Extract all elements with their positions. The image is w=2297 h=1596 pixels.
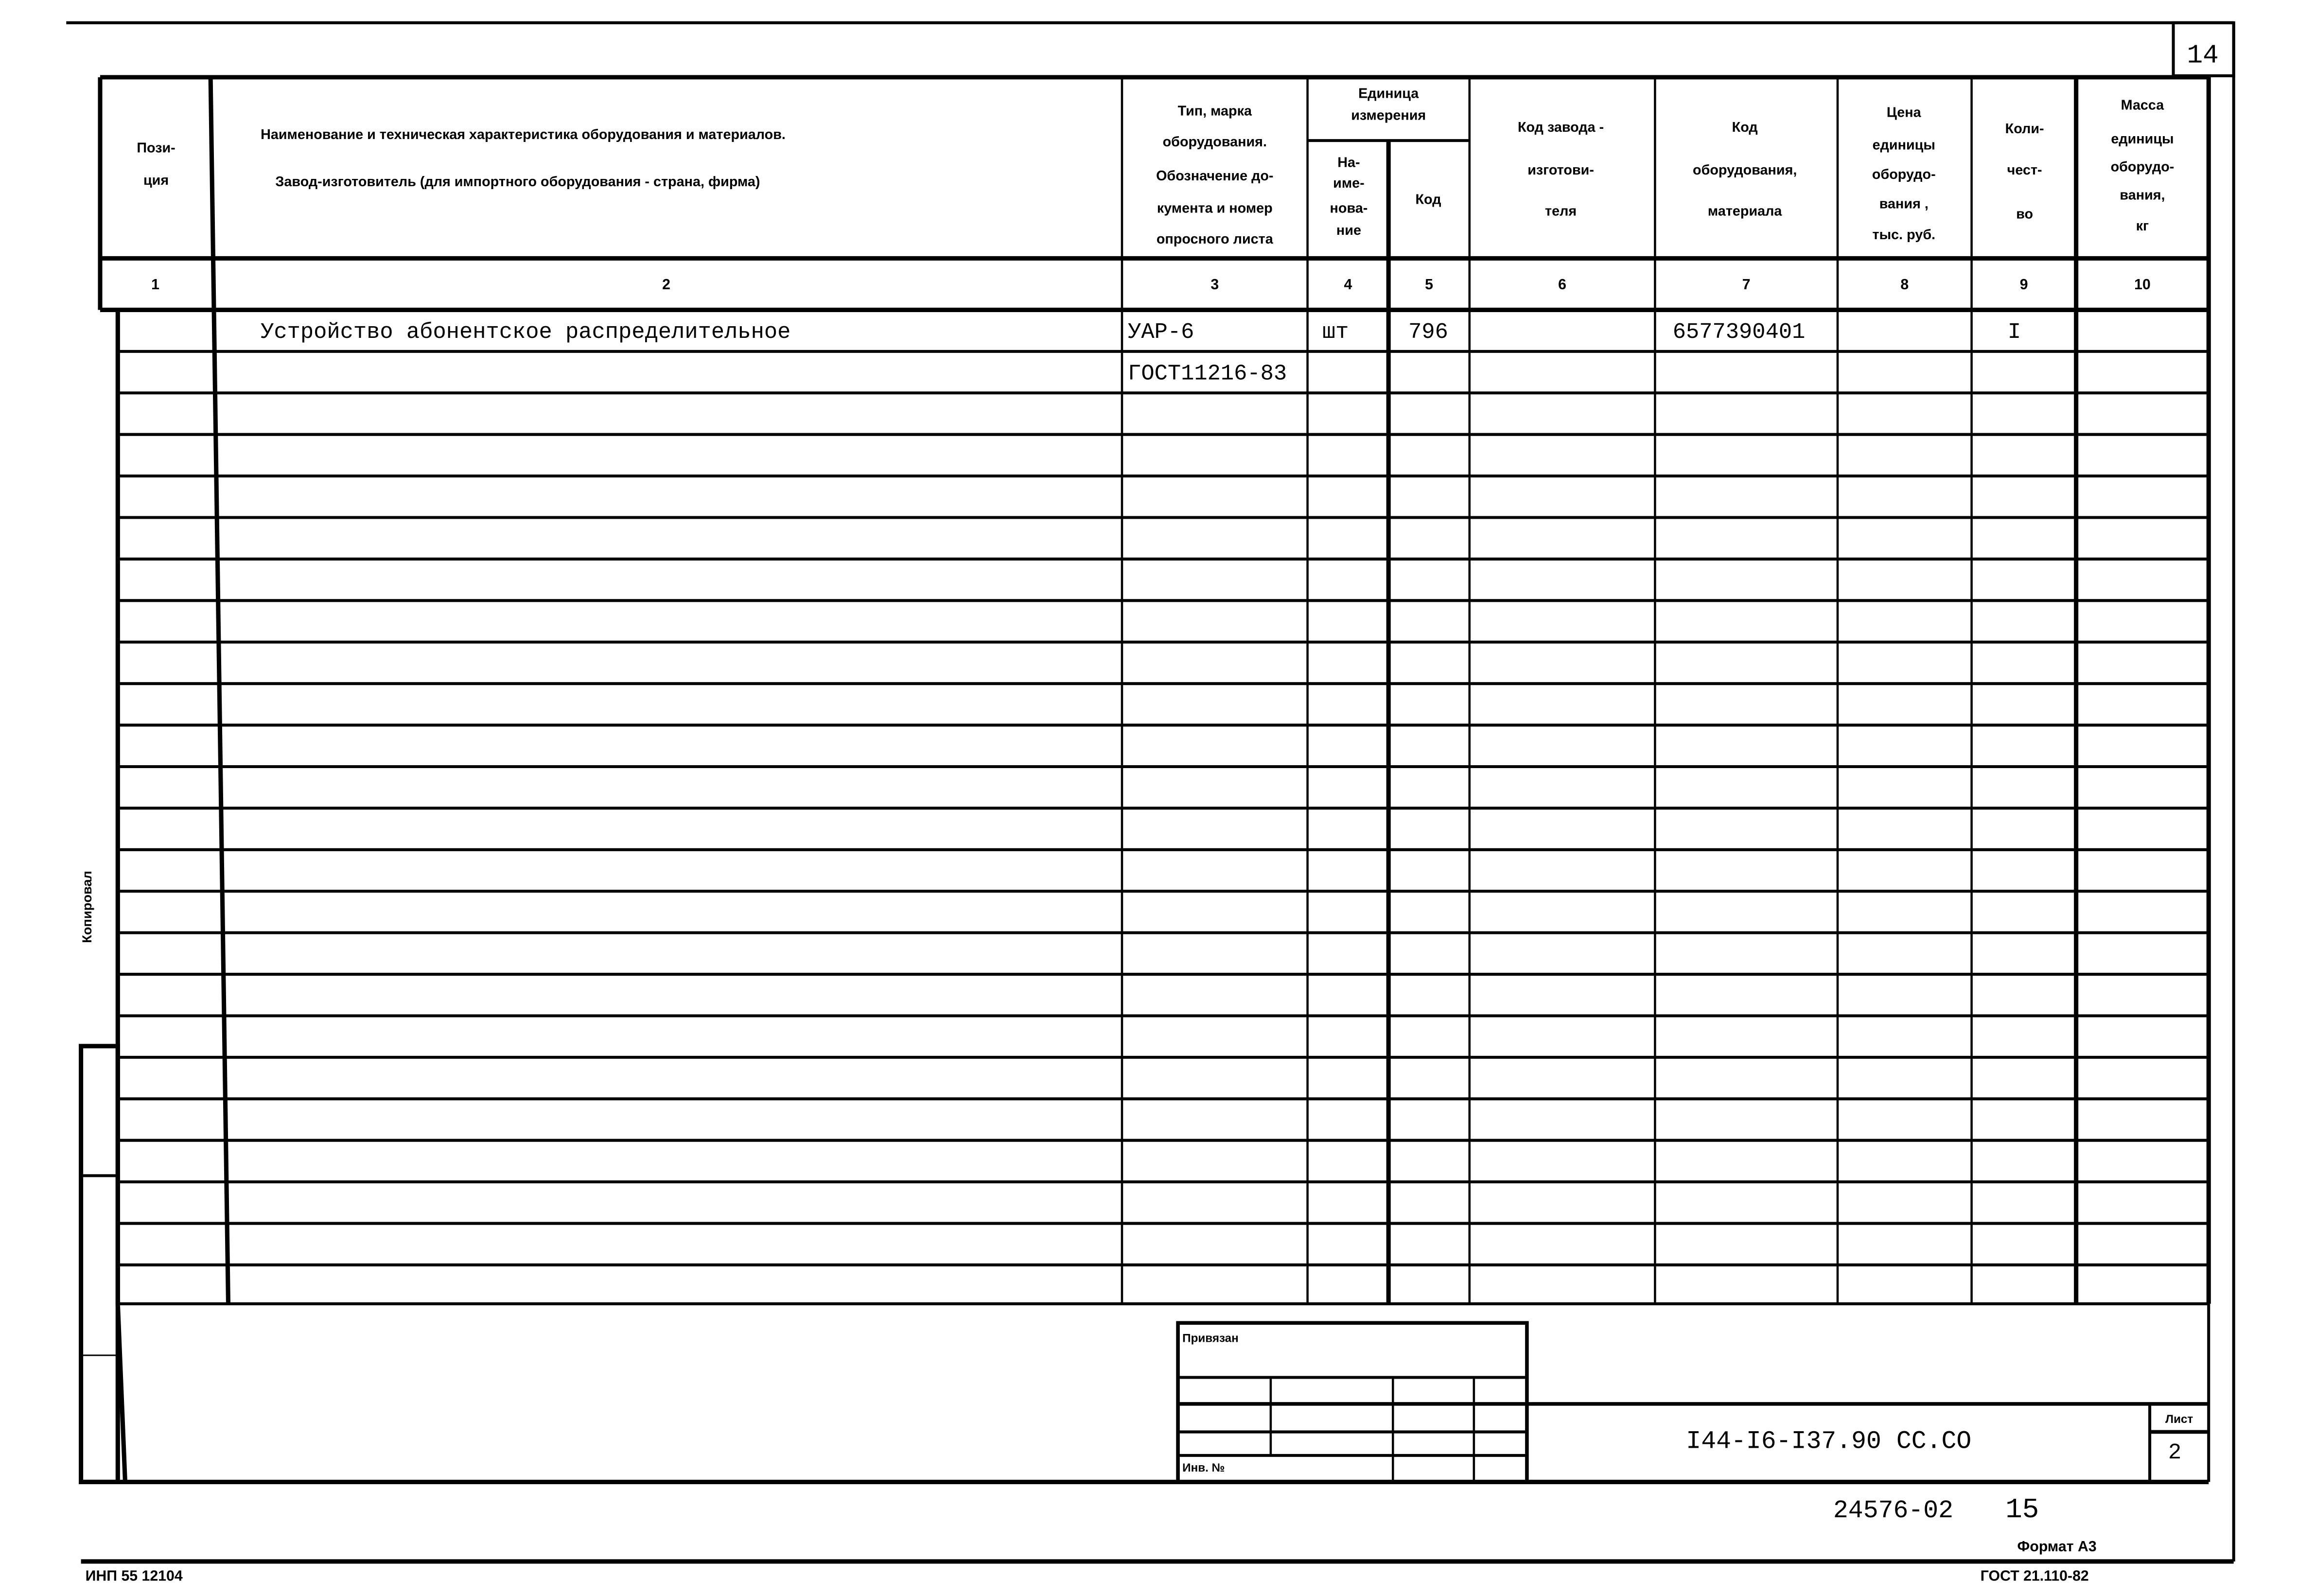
column-number: 2	[662, 277, 670, 293]
column-number: 7	[1742, 277, 1751, 293]
cell-type: ГОСТ11216-83	[1128, 361, 1287, 386]
sheet-label: Лист	[2165, 1413, 2193, 1426]
column-numbers-row	[151, 277, 2151, 293]
inventory-number-label: Инв. №	[1182, 1461, 1225, 1475]
side-stamp-label: Копировал	[79, 871, 94, 943]
header-price: Цена единицы оборудо-вания , тыс. руб.	[1872, 105, 1936, 243]
sheet-corner-number: 14	[2187, 41, 2219, 71]
title-block	[1178, 1323, 2209, 1482]
cell-name: Устройство абонентское распределительное	[261, 319, 791, 345]
privyazan-label: Привязан	[1182, 1332, 1239, 1345]
column-number: 9	[2019, 277, 2028, 293]
table-row	[1128, 361, 1287, 386]
document-code: I44-I6-I37.90 CC.CO	[1686, 1427, 1972, 1456]
cell-unit-code: 796	[1408, 319, 1448, 345]
column-divider	[210, 77, 228, 1304]
column-number: 3	[1210, 277, 1219, 293]
header-factory-code: Код завода -изготови-теля	[1517, 119, 1604, 219]
column-number: 8	[1900, 277, 1909, 293]
header-unit-name: На-име-нова-ние	[1330, 155, 1368, 238]
header-name: Наименование и техническая характеристика оборудования и материалов. Завод-изготовитель (для импортного оборудования - страна, фирма)	[261, 127, 786, 190]
header-quantity: Коли-чест-во	[2005, 121, 2044, 222]
table-body	[118, 319, 2209, 1304]
handwritten-number: 24576-02	[1833, 1497, 1954, 1526]
header-unit-group: Единица измерения	[1351, 86, 1426, 123]
cell-quantity: I	[2007, 319, 2021, 345]
cell-type: УАР-6	[1128, 319, 1194, 345]
spec-table-grid	[100, 77, 2209, 1304]
cell-unit-name: шт	[1322, 319, 1349, 345]
header-mass: Масса единицы оборудо-вания, кг	[2110, 97, 2174, 234]
header-equipment-code: Код оборудования, материала	[1693, 119, 1797, 219]
column-number: 1	[151, 277, 159, 293]
column-number: 5	[1425, 277, 1433, 293]
header-type: Тип, марка оборудования. Обозначение до-кумента и номер опросного листа	[1156, 103, 1274, 247]
table-row	[261, 319, 2021, 345]
print-code: ИНП 55 12104	[85, 1568, 183, 1584]
column-number: 6	[1558, 277, 1567, 293]
header-unit-code: Код	[1415, 192, 1441, 208]
column-number: 10	[2134, 277, 2151, 293]
column-number: 4	[1344, 277, 1352, 293]
table-header	[137, 86, 2174, 247]
cell-equipment-code: 6577390401	[1672, 319, 1806, 345]
sheet-frame	[66, 23, 2233, 1561]
header-position: Пози-ция	[137, 140, 175, 188]
standard-label: ГОСТ 21.110-82	[1980, 1568, 2089, 1584]
sheet-number: 2	[2168, 1439, 2182, 1465]
handwritten-page: 15	[2005, 1494, 2039, 1526]
format-label: Формат А3	[2017, 1538, 2097, 1555]
